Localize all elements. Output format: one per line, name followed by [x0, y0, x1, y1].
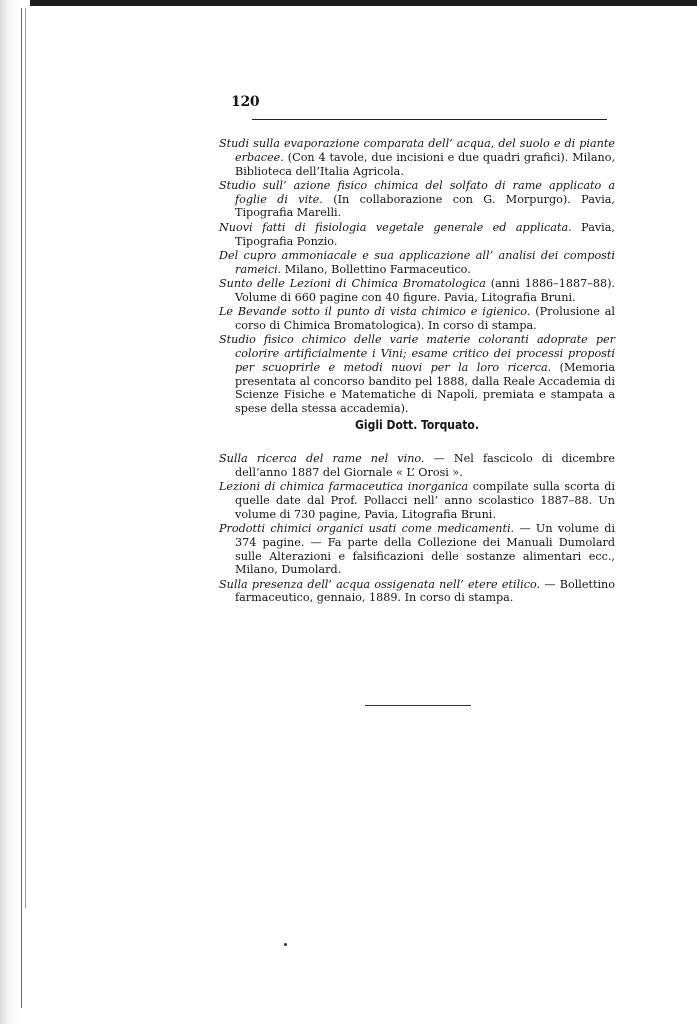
- end-rule: [365, 705, 471, 706]
- page-number: 120: [231, 94, 260, 110]
- bibliography-entry: [219, 578, 615, 606]
- entry-title: Studi sulla evaporazione comparata dell’ acqua, del suolo e di piante erbacee.: [219, 137, 615, 164]
- bibliography-entry: [219, 522, 615, 577]
- entry-details: (Con 4 tavole, due incisioni e due quadri grafici). Milano, Biblioteca dell’Italia Agricola.: [235, 150, 615, 178]
- entry-details: (In collaborazione con G. Morpurgo). Pavia, Tipografia Marelli.: [235, 192, 615, 220]
- entry-title: Nuovi fatti di fisiologia vegetale generale ed applicata.: [219, 220, 572, 234]
- entry-details: compilate sulla scorta di quelle date dal Prof. Pollacci nell’ anno scolastico 1887–88. Un volume di 730 pagine, Pavia, Litografia Bruni.: [235, 480, 615, 521]
- entry-details: — Bollettino farmaceutico, gennaio, 1889. In corso di stampa.: [235, 577, 615, 605]
- scan-margin-line: [25, 8, 26, 908]
- entry-title: Prodotti chimici organici usati come medicamenti.: [219, 521, 515, 535]
- entry-title: Sulla presenza dell’ acqua ossigenata nell’ etere etilico.: [219, 577, 541, 591]
- bibliography-entry: [219, 221, 615, 249]
- entry-title: Sunto delle Lezioni di Chimica Bromatologica: [219, 276, 486, 290]
- author-heading: Gigli Dott. Torquato.: [355, 418, 479, 432]
- scan-top-edge: [0, 0, 697, 6]
- entry-details: Pavia, Tipografia Ponzio.: [235, 220, 615, 248]
- header-rule: [252, 119, 607, 120]
- entry-title: Sulla ricerca del rame nel vino.: [219, 452, 425, 465]
- bibliography-entry: [219, 305, 615, 333]
- entry-details: (Memoria presentata al concorso bandito pel 1888, dalla Reale Accademia di Scienze Fisiche e Matematiche di Napoli, premiata e stampata a spese della stessa accademia).: [235, 360, 615, 416]
- entry-details: — Nel fascicolo di dicembre dell’anno 1887 del Giornale « L’ Orosi ».: [235, 452, 615, 479]
- entry-details: (anni 1886–1887–88). Volume di 660 pagine con 40 figure. Pavia, Litografia Bruni.: [235, 276, 615, 304]
- scan-speck: [284, 943, 287, 946]
- scan-margin-line: [21, 8, 22, 1008]
- bibliography-entry: [219, 452, 615, 480]
- entry-title: Le Bevande sotto il punto di vista chimico e igienico.: [219, 305, 531, 319]
- bibliography-entry: [219, 137, 615, 178]
- entry-title: Studio fisico chimico delle varie materie coloranti adoprate per colorire artificialmente i Vini; esame critico dei processi proposti per scuoprirle e metodi nuovi per la loro ricerca.: [219, 333, 615, 374]
- entry-details: — Un volume di 374 pagine. — Fa parte della Collezione dei Manuali Dumolard sulle Alterazioni e falsificazioni delle sostanze alimentari ecc., Milano, Dumolard.: [235, 521, 615, 577]
- bibliography-entry: [219, 179, 615, 220]
- bibliography-list-2: [219, 452, 615, 606]
- entry-title: Del cupro ammoniacale e sua applicazione all’ analisi dei composti rameici.: [219, 248, 615, 276]
- entry-details: (Prolusione al corso di Chimica Bromatologica). In corso di stampa.: [235, 305, 615, 332]
- bibliography-list-1: [219, 137, 615, 416]
- bibliography-entry: [219, 277, 615, 305]
- entry-title: Studio sull’ azione fisico chimica del solfato di rame applicato a foglie di vite.: [219, 178, 615, 206]
- bibliography-entry: [219, 480, 615, 521]
- bibliography-entry: [219, 333, 615, 416]
- entry-details: Milano, Bollettino Farmaceutico.: [284, 262, 471, 276]
- entry-title: Lezioni di chimica farmaceutica inorganica: [219, 480, 469, 494]
- bibliography-entry: [219, 249, 615, 277]
